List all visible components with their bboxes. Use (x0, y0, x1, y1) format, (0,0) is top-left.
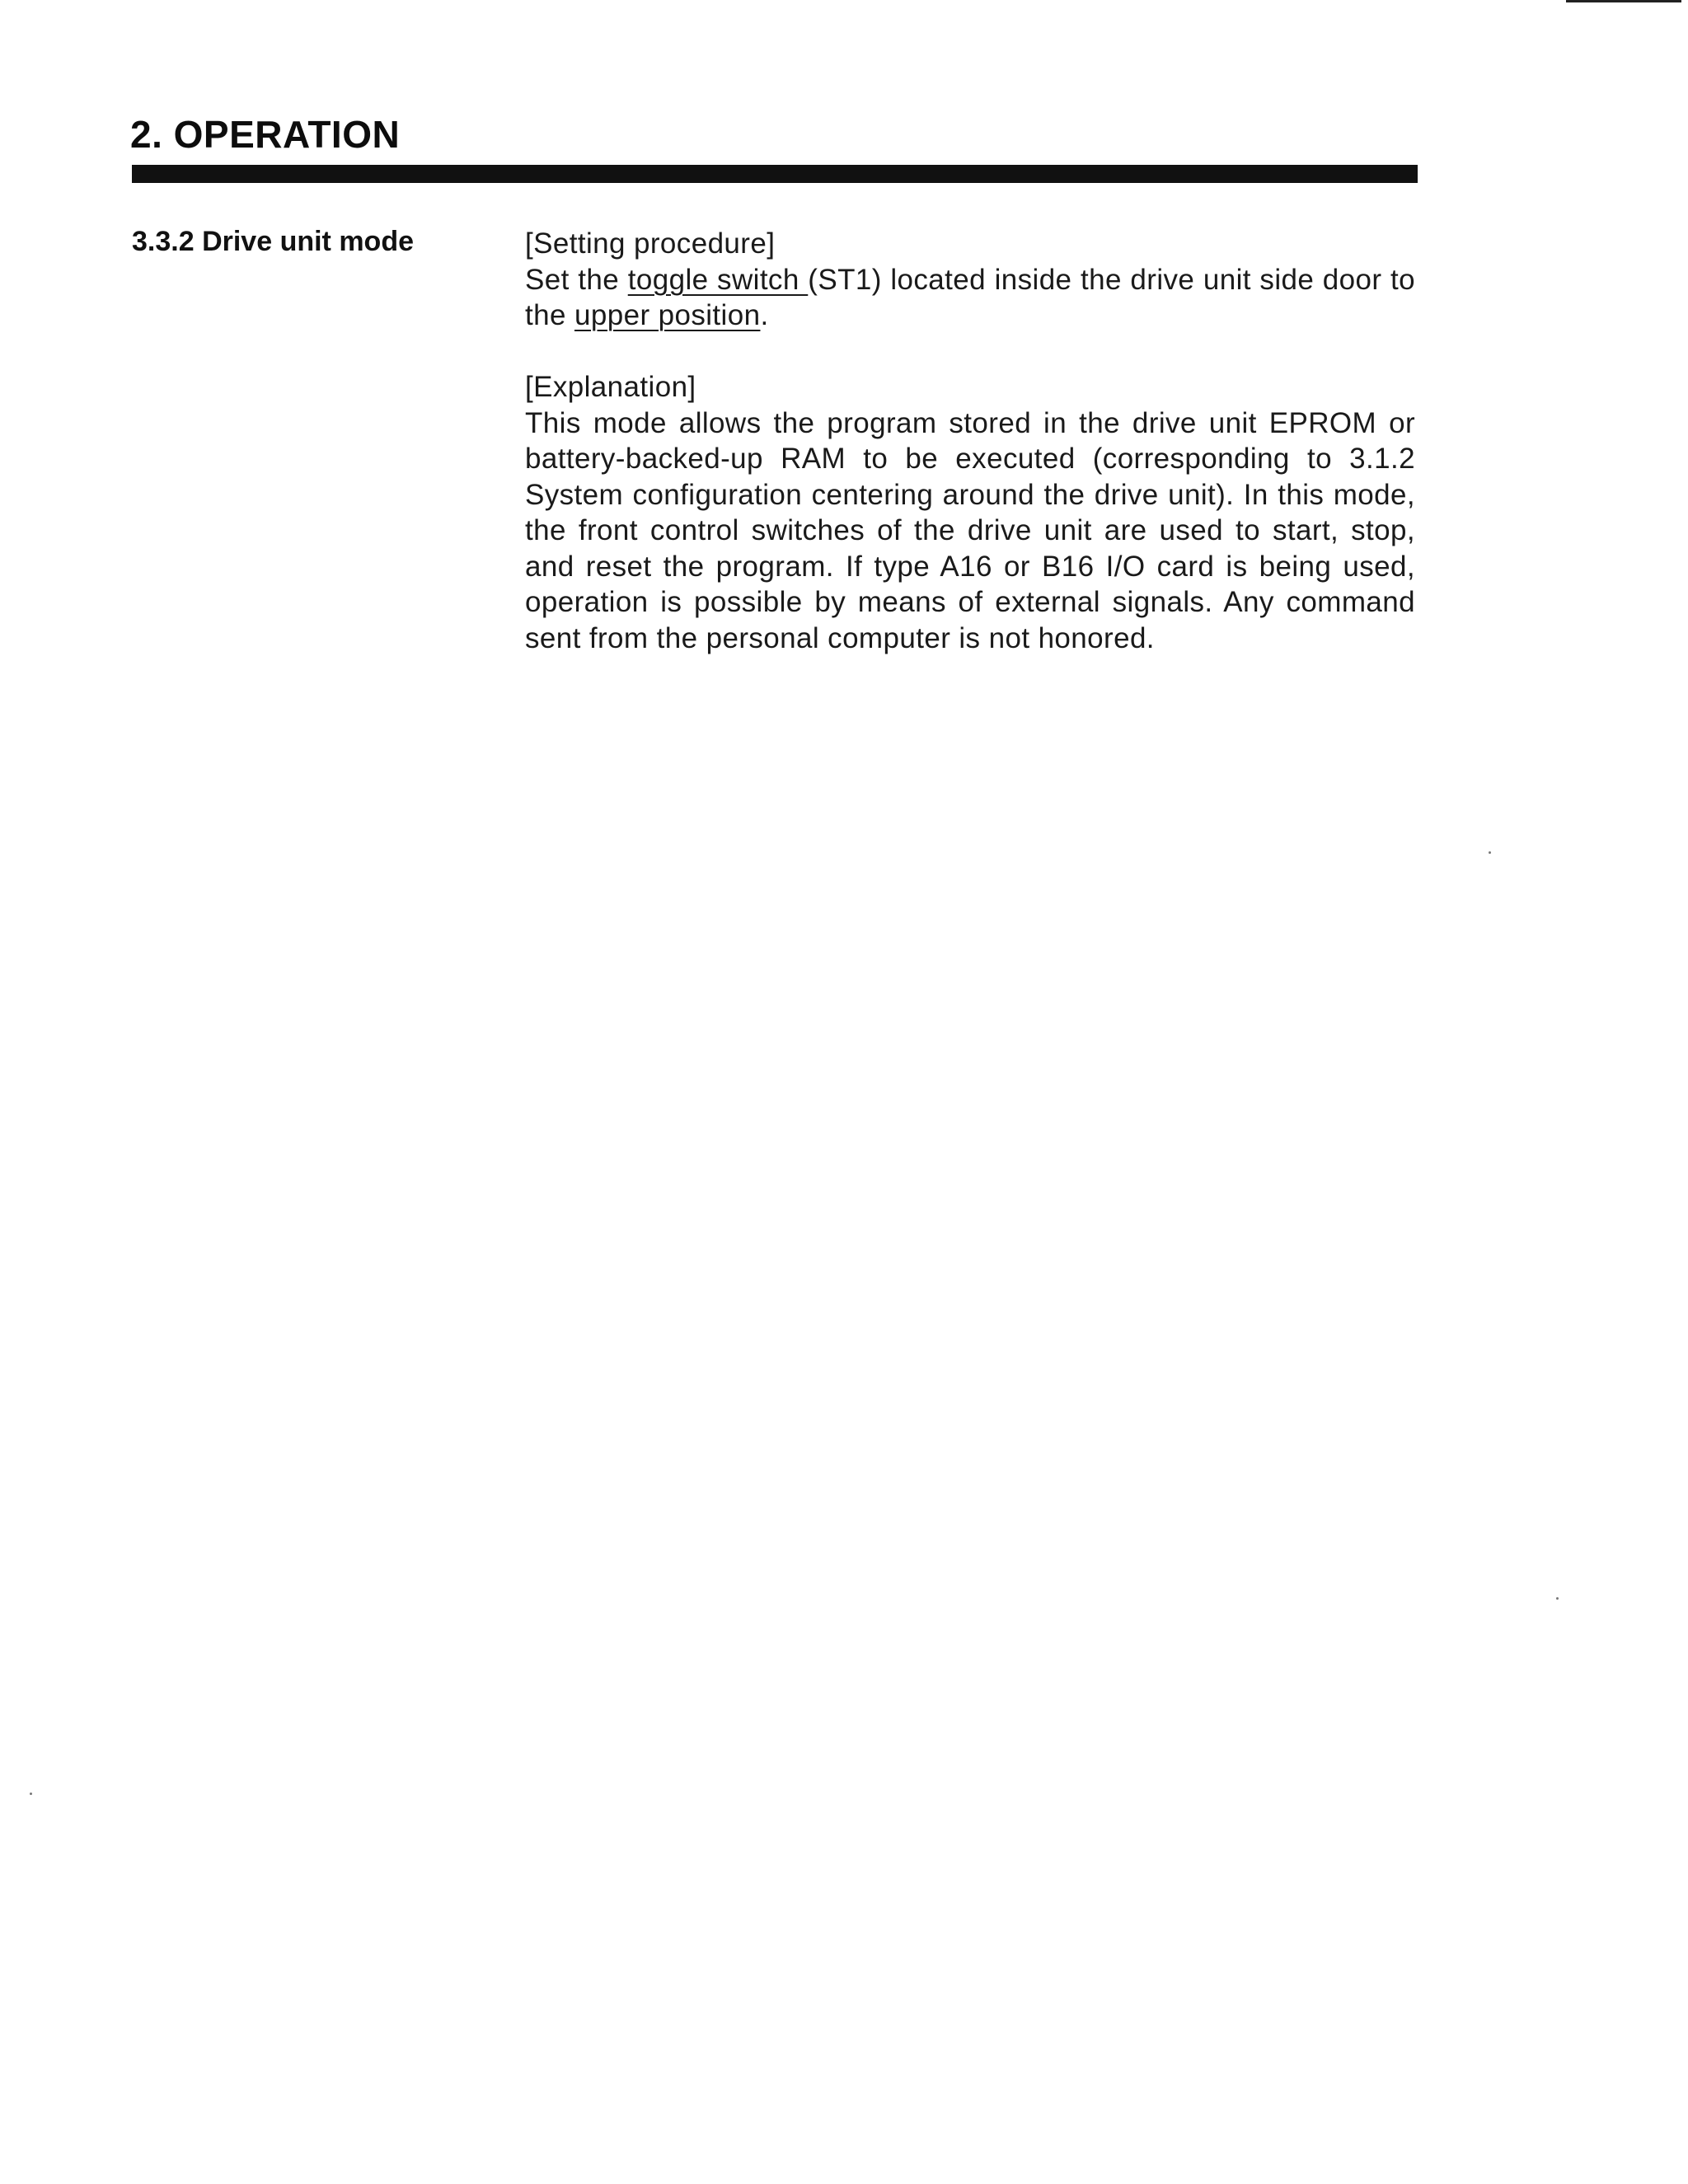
section-body (525, 226, 1415, 656)
chapter-title: 2. OPERATION (130, 113, 401, 156)
setting-text-middle: (ST1) located inside the drive unit side door to the (525, 263, 1416, 331)
toggle-switch-underlined: toggle switch (627, 263, 809, 296)
explanation-label: [Explanation] (525, 371, 696, 403)
setting-text-end: . (760, 299, 769, 331)
paragraph-gap (525, 334, 1415, 370)
scan-speck (1556, 1597, 1559, 1600)
setting-text-start: Set the (525, 263, 628, 296)
upper-position-underlined: upper position (574, 299, 761, 331)
setting-procedure-text (525, 262, 1415, 334)
scan-speck (30, 1793, 32, 1795)
setting-procedure-label: [Setting procedure] (525, 227, 776, 260)
explanation-text: This mode allows the program stored in the drive unit EPROM or battery-backed-up RAM to be executed (corresponding to 3.1.2 System configuration centering around the drive unit). In this mode, the front control switches of the drive unit are used to start, stop, and reset the program. If type A16 or B16 I/O card is being used, operation is possible by means of external signals. Any command sent from the personal computer is not honored. (525, 406, 1415, 654)
header-rule (132, 165, 1418, 183)
scan-speck (1489, 851, 1491, 854)
section-heading: 3.3.2 Drive unit mode (132, 226, 414, 257)
corner-mark (1566, 0, 1681, 2)
